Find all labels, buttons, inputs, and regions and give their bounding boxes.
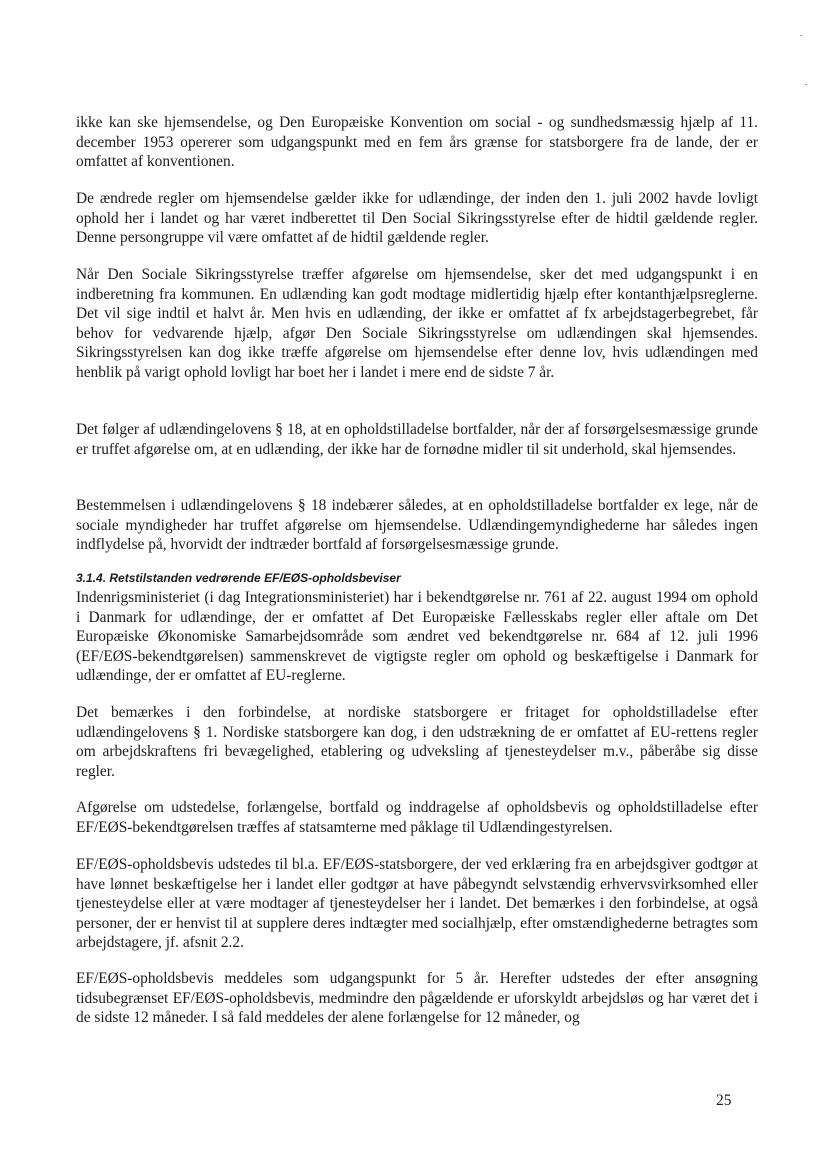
paragraph-4: Det følger af udlændingelovens § 18, at en opholdstilladelse bortfalder, når der af forsørgelsesmæssige grunde er truffet afgørelse om, at en udlænding, der ikke har de fornødne midler til sit underhold, skal hjemsendes. [76,421,758,458]
scan-speck [805,84,807,85]
section-heading: 3.1.4. Retstilstanden vedrørende EF/EØS-opholdsbeviser [76,571,401,585]
paragraph-9: EF/EØS-opholdsbevis udstedes til bl.a. EF/EØS-statsborgere, der ved erklæring fra en arbejdsgiver godtgør at have lønnet beskæftigelse her i landet eller godtgør at have påbegyndt selvstændig erhvervsvirksomhed eller tjenesteydelse eller at være modtager af tjenesteydelser her i landet. Det bemærkes i den forbindelse, at også personer, der er henvist til at supplere deres indtægter med socialhjælp, efter omstændighederne betragtes som arbejdstagere, jf. afsnit 2.2. [76,856,758,952]
paragraph-5: Bestemmelsen i udlændingelovens § 18 indebærer således, at en opholdstilladelse bortfalder ex lege, når de sociale myndigheder har truffet afgørelse om hjemsendelse. Udlændingemyndighederne har således ingen indflydelse på, hvorvidt der indtræder bortfald af forsørgelsesmæssige grunde. [76,497,758,554]
scan-speck [800,35,802,36]
paragraph-8: Afgørelse om udstedelse, forlængelse, bortfald og inddragelse af opholdsbevis og opholdstilladelse efter EF/EØS-bekendtgørelsen træffes af statsamterne med påklage til Udlændingestyrelsen. [76,799,758,836]
paragraph-1: ikke kan ske hjemsendelse, og Den Europæiske Konvention om social - og sundhedsmæssig hjælp af 11. december 1953 opererer som udgangspunkt med en fem års grænse for statsborgere fra de lande, der er omfattet af konventionen. [76,114,758,171]
page-number: 25 [716,1092,732,1109]
paragraph-10: EF/EØS-opholdsbevis meddeles som udgangspunkt for 5 år. Herefter udstedes der efter ansøgning tidsubegrænset EF/EØS-opholdsbevis, medmindre den pågældende er uforskyldt arbejdsløs og har været det i de sidste 12 måneder. I så fald meddeles der alene forlængelse for 12 måneder, og [76,970,758,1027]
paragraph-7: Det bemærkes i den forbindelse, at nordiske statsborgere er fritaget for opholdstilladelse efter udlændingelovens § 1. Nordiske statsborgere kan dog, i den udstrækning de er omfattet af EU-rettens regler om arbejdskraftens fri bevægelighed, etablering og udveksling af tjenesteydelser m.v., påberåbe sig disse regler. [76,704,758,780]
paragraph-6: Indenrigsministeriet (i dag Integrationsministeriet) har i bekendtgørelse nr. 761 af 22. august 1994 om ophold i Danmark for udlændinge, der er omfattet af Det Europæiske Fællesskabs regler eller aftale om Det Europæiske Økonomiske Samarbejdsområde som ændret ved bekendtgørelse nr. 684 af 12. juli 1996 (EF/EØS-bekendtgørelsen) sammenskrevet de vigtigste regler om ophold og beskæftigelse i Danmark for udlændinge, der er omfattet af EU-reglerne. [76,589,758,685]
paragraph-3: Når Den Sociale Sikringsstyrelse træffer afgørelse om hjemsendelse, sker det med udgangspunkt i en indberetning fra kommunen. En udlænding kan godt modtage midlertidig hjælp efter kontanthjælpsreglerne. Det vil sige indtil et halvt år. Men hvis en udlænding, der ikke er omfattet af fx arbejdstagerbegrebet, får behov for vedvarende hjælp, afgør Den Sociale Sikringsstyrelse om udlændingen skal hjemsendes. Sikringsstyrelsen kan dog ikke træffe afgørelse om hjemsendelse efter denne lov, hvis udlændingen med henblik på varigt ophold lovligt har boet her i landet i mere end de sidste 7 år. [76,266,758,381]
paragraph-2: De ændrede regler om hjemsendelse gælder ikke for udlændinge, der inden den 1. juli 2002 havde lovligt ophold her i landet og har været indberettet til Den Social Sikringsstyrelse efter de hidtil gældende regler. Denne persongruppe vil være omfattet af de hidtil gældende regler. [76,190,758,247]
